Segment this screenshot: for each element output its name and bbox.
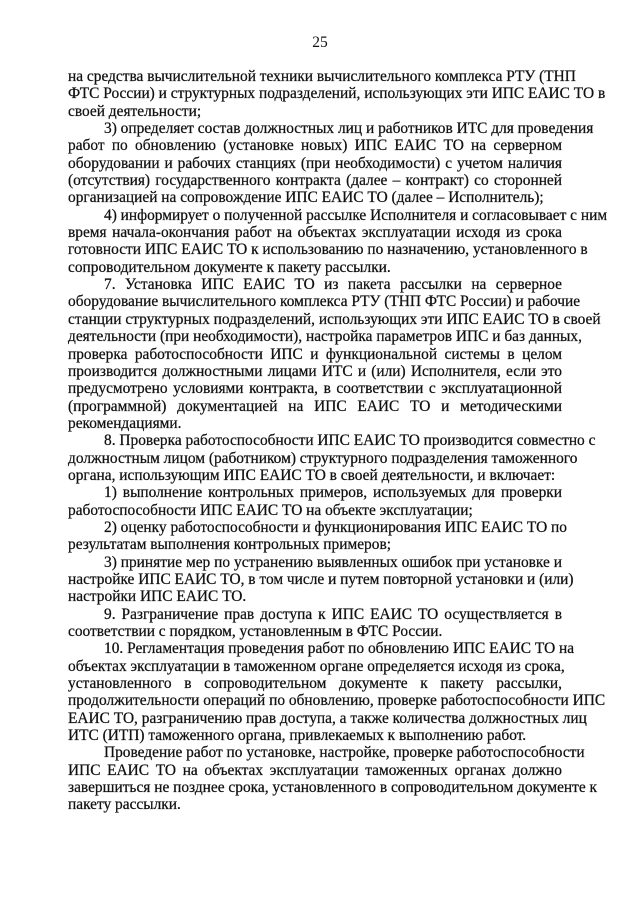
text-line: 2) оценку работоспособности и функционирования ИПС ЕАИС ТО по	[104, 518, 567, 536]
text-line: (отсутствия) государственного контракта (далее – контракт) со сторонней	[68, 172, 562, 190]
paragraph	[68, 432, 596, 484]
text-line: 3) определяет состав должностных лиц и работников ИТС для проведения	[104, 120, 594, 138]
text-line: 4) информирует о полученной рассылке Исполнителя и согласовывает с ним	[104, 206, 608, 224]
paragraph	[68, 553, 574, 606]
text-line: (программной) документацией на ИПС ЕАИС ТО и методическими	[68, 397, 562, 415]
text-line: производится должностными лицами ИТС и (или) Исполнителя, если это	[68, 362, 562, 380]
paragraph	[68, 276, 601, 432]
text-line: 9. Разграничение прав доступа к ИПС ЕАИС ТО осуществляется в	[104, 605, 562, 623]
page-number: 25	[312, 34, 328, 51]
text-line: ИПС ЕАИС ТО на объектах эксплуатации таможенных органах должно	[68, 761, 562, 779]
text-line: организацией на сопровождение ИПС ЕАИС ТО (далее – Исполнитель);	[68, 189, 544, 207]
text-line: оборудовании и рабочих станциях (при необходимости) с учетом наличия	[68, 154, 562, 172]
text-line: соответствии с порядком, установленным в ФТС России.	[68, 623, 443, 640]
text-line: завершиться не позднее срока, установленного в сопроводительном документе к	[68, 779, 598, 797]
text-line: результатам выполнения контрольных примеров;	[68, 536, 391, 554]
paragraph	[68, 640, 606, 745]
text-line: 8. Проверка работоспособности ИПС ЕАИС ТО производится совместно с	[104, 432, 596, 450]
text-line: ЕАИС ТО, разграничению прав доступа, а также количества должностных лиц	[68, 709, 587, 727]
text-line: должностным лицом (работником) структурного подразделения таможенного	[68, 449, 578, 467]
text-line: готовности ИПС ЕАИС ТО к использованию по назначению, установленного в	[68, 241, 588, 259]
text-line: продолжительности операций по обновлению, проверке работоспособности ИПС	[68, 692, 606, 710]
paragraph	[68, 606, 562, 641]
paragraph	[68, 484, 562, 519]
text-line: объектах эксплуатации в таможенном органе определяется исходя из срока,	[68, 657, 565, 675]
text-line: станции структурных подразделений, использующих эти ИПС ЕАИС ТО в своей	[68, 310, 601, 328]
text-line: ИТС (ИТП) таможенного органа, привлекаемых к выполнению работ.	[68, 727, 527, 745]
text-line: органа, использующим ИПС ЕАИС ТО в своей деятельности, и включает:	[68, 466, 556, 484]
text-line: 3) принятие мер по устранению выявленных ошибок при установке и	[104, 553, 562, 571]
text-line: 1) выполнение контрольных примеров, используемых для проверки	[104, 484, 562, 502]
text-line: на средства вычислительной техники вычислительного комплекса РТУ (ТНП	[68, 68, 576, 85]
text-line: сопроводительном документе к пакету рассылки.	[68, 258, 391, 276]
paragraph	[68, 68, 606, 120]
text-line: настройке ИПС ЕАИС ТО, в том числе и путем повторной установки и (или)	[68, 570, 574, 588]
document-body	[68, 68, 608, 814]
text-line: рекомендациями.	[68, 414, 182, 432]
text-line: Проведение работ по установке, настройке, проверке работоспособности	[104, 744, 585, 762]
text-line: пакету рассылки.	[68, 796, 181, 814]
text-line: время начала-окончания работ на объектах эксплуатации исходя из срока	[68, 224, 562, 242]
paragraph	[68, 206, 608, 276]
text-line: оборудование вычислительного комплекса РТУ (ТНП ФТС России) и рабочие	[68, 293, 581, 311]
paragraph	[68, 744, 598, 814]
text-line: настройки ИПС ЕАИС ТО.	[68, 588, 247, 606]
paragraph	[68, 518, 567, 554]
text-line: деятельности (при необходимости), настройка параметров ИПС и баз данных,	[68, 328, 582, 346]
text-line: 7. Установка ИПС ЕАИС ТО из пакета рассылки на серверное	[104, 276, 562, 294]
text-line: ФТС России) и структурных подразделений, использующих эти ИПС ЕАИС ТО в	[68, 85, 606, 103]
text-line: предусмотрено условиями контракта, в соответствии с эксплуатационной	[68, 380, 562, 398]
text-line: проверка работоспособности ИПС и функциональной системы в целом	[68, 345, 562, 363]
paragraph	[68, 120, 594, 207]
text-line: 10. Регламентация проведения работ по обновлению ИПС ЕАИС ТО на	[104, 640, 575, 658]
text-line: работ по обновлению (установке новых) ИПС ЕАИС ТО на серверном	[68, 137, 562, 155]
text-line: работоспособности ИПС ЕАИС ТО на объекте эксплуатации;	[68, 501, 473, 519]
text-line: установленного в сопроводительном документе к пакету рассылки,	[68, 675, 562, 693]
text-line: своей деятельности;	[68, 102, 202, 120]
